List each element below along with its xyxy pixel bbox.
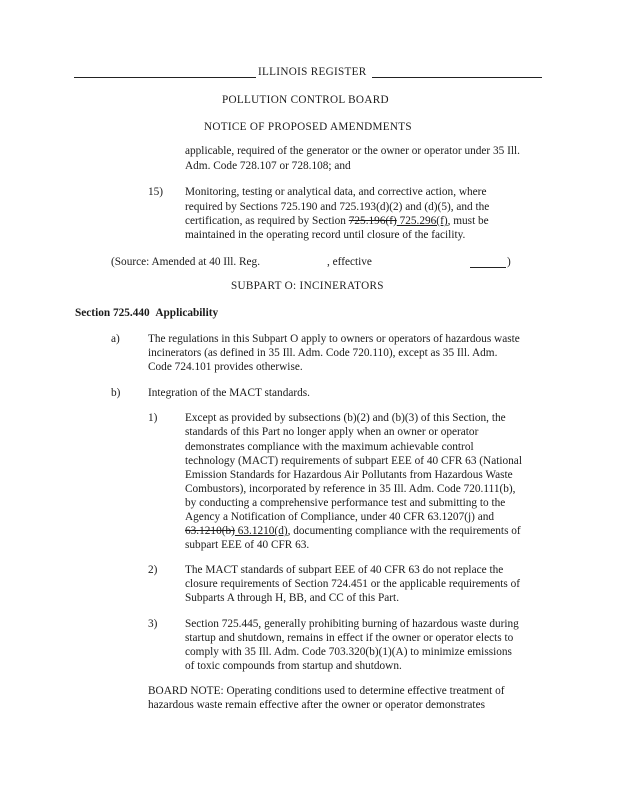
item-3-number: 3) xyxy=(148,618,158,630)
item-1-line-6: Combustors), incorporated by reference in 35 Ill. Adm. Code 720.111(b), xyxy=(185,483,516,495)
item-1-line-10: subpart EEE of 40 CFR 63. xyxy=(185,539,310,551)
item-1-line-5: Emission Standards for Hazardous Air Pollutants from Hazardous Waste xyxy=(185,469,513,481)
item-2-line-2: closure requirements of Section 724.451 or the applicable requirements of xyxy=(185,578,521,590)
item-15-line-3 xyxy=(185,214,489,228)
source-prefix: (Source: Amended at 40 Ill. Reg. xyxy=(111,256,261,268)
para-a-line-3: Code 724.101 provides otherwise. xyxy=(148,361,303,373)
para-a-line-1: The regulations in this Subpart O apply to owners or operators of hazardous waste xyxy=(148,333,520,345)
source-date-blank xyxy=(470,267,506,268)
item-3-line-4: of toxic compounds from startup and shutdown. xyxy=(185,660,402,672)
item-3-line-2: startup and shutdown, remains in effect if the owner or operator elects to xyxy=(185,632,514,644)
item-1-line-3: demonstrates compliance with the maximum achievable control xyxy=(185,441,474,453)
item-1-struck-citation: 63.1210(b) xyxy=(185,525,235,537)
item-3-line-3: comply with 35 Ill. Adm. Code 703.320(b)(1)(A) to minimize emissions xyxy=(185,646,512,658)
para-a-label: a) xyxy=(111,333,120,345)
header-rule-right xyxy=(372,77,542,78)
item-15-line-1: Monitoring, testing or analytical data, and corrective action, where xyxy=(185,186,487,198)
item-1-line-8: Agency a Notification of Compliance, under 40 CFR 63.1207(j) and xyxy=(185,511,495,523)
item-3-line-1: Section 725.445, generally prohibiting burning of hazardous waste during xyxy=(185,618,519,630)
item-1-inserted-citation: 63.1210(d) xyxy=(234,525,288,537)
para-b-text: Integration of the MACT standards. xyxy=(148,387,310,399)
section-number: Section 725.440 xyxy=(75,307,150,319)
board-name: POLLUTION CONTROL BOARD xyxy=(222,94,389,106)
board-note-line-2: hazardous waste remain effective after the owner or operator demonstrates xyxy=(148,699,485,711)
item-15-struck-citation: 725.196(f) xyxy=(348,215,397,227)
item-15-line-3-pre: certification, as required by Section xyxy=(185,215,349,227)
carryover-line-2: Adm. Code 728.107 or 728.108; and xyxy=(185,160,351,172)
source-effective: , effective xyxy=(327,256,372,268)
para-a-line-2: incinerators (as defined in 35 Ill. Adm. Code 720.110), except as 35 Ill. Adm. xyxy=(148,347,498,359)
item-2-line-1: The MACT standards of subpart EEE of 40 CFR 63 do not replace the xyxy=(185,564,504,576)
item-1-line-1: Except as provided by subsections (b)(2) and (b)(3) of this Section, the xyxy=(185,412,506,424)
item-15-line-2: required by Sections 725.190 and 725.193(d)(2) and (d)(5), and the xyxy=(185,201,490,213)
source-close-paren: ) xyxy=(507,256,511,268)
section-heading xyxy=(75,306,218,320)
item-1-number: 1) xyxy=(148,412,158,424)
item-1-line-7: by conducting a comprehensive performance test and submitting to the xyxy=(185,497,506,509)
item-15-line-3-post: , must be xyxy=(447,215,489,227)
item-2-number: 2) xyxy=(148,564,158,576)
header-rule-left xyxy=(74,77,256,78)
item-1-line-4: technology (MACT) requirements of subpart EEE of 40 CFR 63 (National xyxy=(185,455,522,467)
subpart-heading: SUBPART O: INCINERATORS xyxy=(231,280,384,292)
item-1-line-9 xyxy=(185,524,521,538)
item-15-inserted-citation: 725.296(f) xyxy=(396,215,448,227)
item-1-line-2: standards of this Part no longer apply when an owner or operator xyxy=(185,426,479,438)
carryover-line-1: applicable, required of the generator or the owner or operator under 35 Ill. xyxy=(185,145,521,157)
item-15-number: 15) xyxy=(148,186,164,198)
item-1-line-9-post: , documenting compliance with the requirements of xyxy=(287,525,521,537)
notice-title: NOTICE OF PROPOSED AMENDMENTS xyxy=(204,121,412,133)
item-15-line-4: maintained in the operating record until closure of the facility. xyxy=(185,229,466,241)
register-title: ILLINOIS REGISTER xyxy=(258,66,367,78)
board-note-line-1: BOARD NOTE: Operating conditions used to determine effective treatment of xyxy=(148,685,505,697)
section-title: Applicability xyxy=(155,307,219,319)
item-2-line-3: Subparts A through H, BB, and CC of this Part. xyxy=(185,592,400,604)
para-b-label: b) xyxy=(111,387,121,399)
